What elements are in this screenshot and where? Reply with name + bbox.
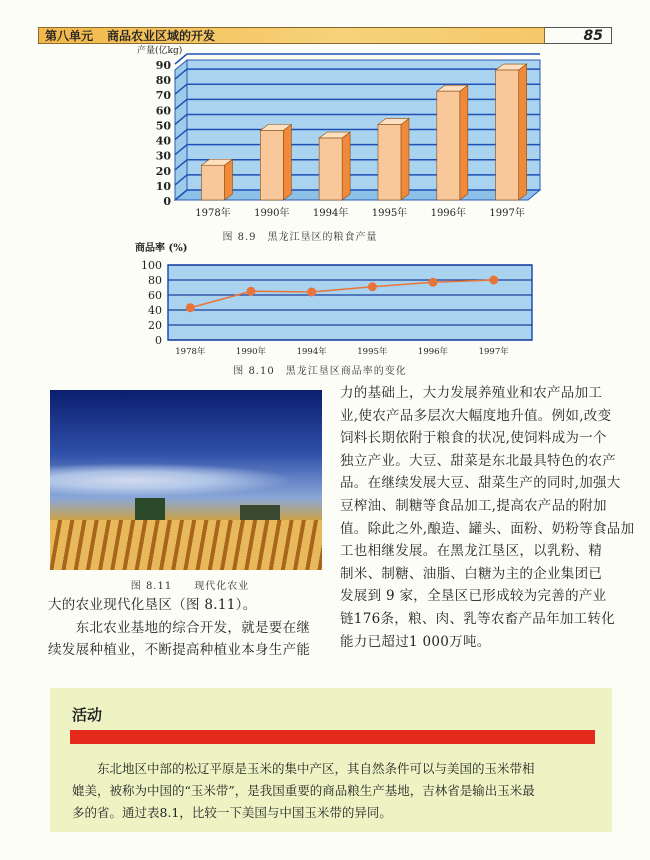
text-line: 能力已超过1 000万吨。: [340, 633, 491, 650]
y-tick-label: 80: [148, 274, 162, 287]
text-line: 发展到 9 家，全垦区已形成较为完善的产业: [340, 588, 607, 605]
y-tick-label: 10: [155, 179, 171, 193]
bar: [201, 165, 224, 200]
y-tick-label: 60: [148, 289, 162, 302]
bar-side: [283, 124, 291, 200]
text-line: 制米、制糖、油脂、白糖为主的企业集团已: [340, 565, 603, 582]
unit-header: [38, 27, 545, 44]
plot-background: [168, 265, 532, 340]
figure-caption-8-11: 图 8.11 现代化农业: [130, 581, 250, 592]
text-line: 品。在继续发展大豆、甜菜生产的同时,加强大: [340, 475, 621, 492]
data-point: [489, 276, 498, 285]
bar-side: [224, 159, 232, 200]
charts: [0, 46, 650, 380]
y-tick-label: 80: [155, 74, 171, 88]
left-text: [48, 594, 310, 662]
bar-chart: [137, 44, 540, 219]
y-tick-label: 70: [155, 89, 171, 103]
bar: [319, 138, 342, 200]
activity-line: 媲美，被称为中国的“玉米带”，是我国重要的商品粮生产基地，吉林省是输出玉米最: [72, 783, 535, 798]
x-tick-label: 1990年: [235, 347, 267, 357]
y-axis-label: 产量(亿kg): [137, 46, 183, 56]
bar: [496, 70, 519, 200]
x-tick-label: 1997年: [489, 208, 525, 219]
data-point: [186, 303, 195, 312]
x-tick-label: 1978年: [195, 208, 231, 219]
activity-line: 东北地区中部的松辽平原是玉米的集中产区，其自然条件可以与美国的玉米带相: [72, 761, 535, 776]
harvester: [135, 498, 165, 520]
y-tick-label: 40: [148, 304, 162, 317]
figure-caption-8-9: 图 8.9 黑龙江垦区的粮食产量: [222, 232, 378, 243]
x-tick-label: 1994年: [296, 347, 327, 357]
x-tick-label: 1996年: [417, 347, 449, 357]
x-tick-label: 1996年: [430, 208, 467, 219]
bar: [260, 130, 283, 200]
activity-box: [50, 688, 612, 832]
page-number: 85: [545, 27, 612, 44]
y-tick-label: 90: [155, 59, 171, 72]
unit-label: 第八单元: [45, 29, 94, 43]
text-line: 续发展种植业，不断提高种植业本身生产能: [48, 642, 311, 659]
text-line: 豆榨油、制糖等食品加工,提高农产品的附加: [340, 497, 607, 514]
bar-side: [342, 132, 350, 200]
y-tick-label: 20: [148, 319, 162, 332]
text-line: 力的基础上，大力发展养殖业和农产品加工: [340, 385, 603, 401]
x-tick-label: 1995年: [357, 347, 388, 357]
figure-caption-8-10: 图 8.10 黑龙江垦区商品率的变化: [233, 366, 407, 377]
y-tick-label: 60: [155, 104, 171, 118]
data-point: [247, 287, 256, 296]
unit-title: 商品农业区域的开发: [107, 29, 216, 43]
x-tick-label: 1994年: [312, 208, 349, 219]
right-text: [340, 382, 634, 653]
text-line: 大的农业现代化垦区（图 8.11）。: [48, 597, 257, 613]
bar-side: [460, 85, 468, 200]
y-tick-label: 0: [155, 334, 162, 347]
y-tick-label: 20: [155, 164, 171, 178]
bar: [437, 91, 460, 200]
activity-line: 多的省。通过表8.1，比较一下美国与中国玉米带的异同。: [72, 805, 392, 820]
x-tick-label: 1997年: [478, 347, 509, 357]
y-tick-label: 40: [155, 134, 171, 148]
bar-side: [401, 118, 409, 200]
x-tick-label: 1995年: [371, 208, 408, 219]
text-line: 工也相继发展。在黑龙江垦区，以乳粉、精: [340, 543, 603, 560]
text-line: 链176条，粮、肉、乳等农畜产品年加工转化: [340, 610, 616, 627]
text-line: 独立产业。大豆、甜菜是东北最具特色的农产: [340, 452, 616, 469]
data-point: [429, 278, 438, 287]
y-tick-label: 100: [141, 259, 162, 272]
y-tick-label: 50: [155, 119, 171, 133]
activity-title: 活动: [72, 706, 103, 724]
line-chart: [135, 241, 532, 357]
text-line: 业,使农产品多层次大幅度地升值。例如,改变: [340, 407, 612, 424]
bar: [378, 124, 401, 200]
text-line: 东北农业基地的综合开发，就是要在继: [48, 619, 311, 636]
x-tick-label: 1978年: [175, 347, 206, 357]
data-point: [368, 282, 377, 291]
y-axis-label: 商品率 (%): [135, 243, 188, 254]
text-line: 值。除此之外,酿造、罐头、面粉、奶粉等食品加: [340, 520, 635, 537]
data-point: [307, 288, 316, 297]
bar-side: [519, 64, 527, 200]
x-tick-label: 1990年: [254, 208, 290, 219]
modern-agriculture-photo: [50, 390, 322, 570]
plot-background: [187, 60, 540, 190]
y-tick-label: 0: [163, 195, 171, 208]
activity-divider: [70, 730, 595, 744]
y-tick-label: 30: [155, 149, 171, 163]
text-line: 饲料长期依附于粮食的状况,使饲料成为一个: [340, 430, 607, 447]
